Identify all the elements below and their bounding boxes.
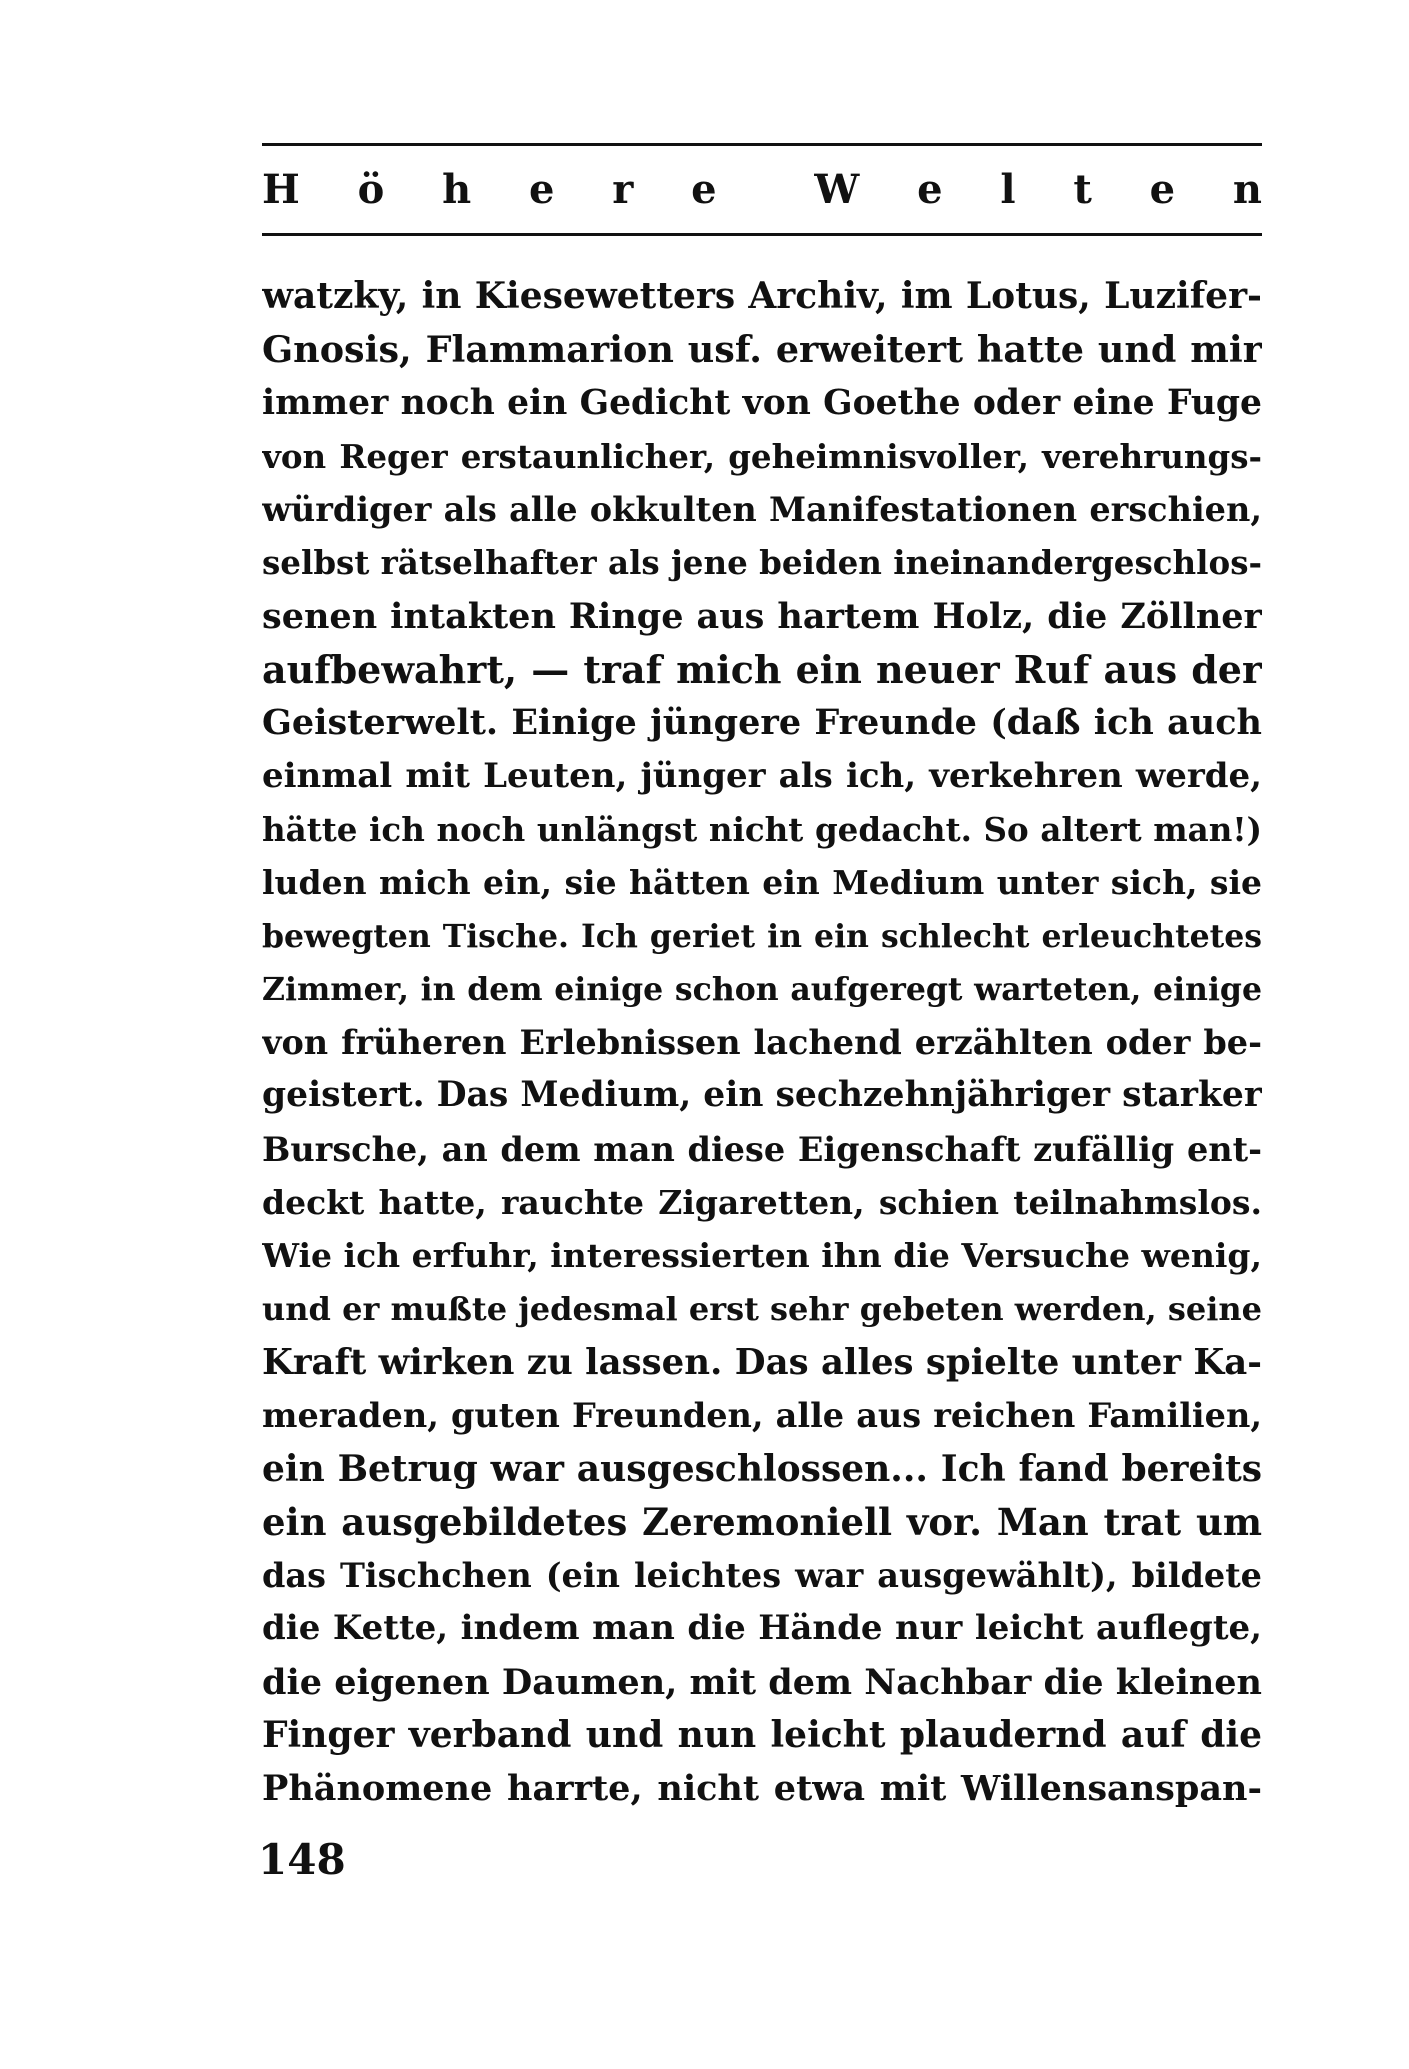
text-line: die eigenen Daumen, mit dem Nachbar die kleinen (262, 1661, 1262, 1703)
text-line: geistert. Das Medium, ein sechzehnjähriger starker (262, 1075, 1262, 1116)
running-head-letter: W (814, 166, 860, 213)
text-line: immer noch ein Gedicht von Goethe oder eine Fuge (262, 382, 1262, 423)
text-line: und er mußte jedesmal erst sehr gebeten werden, seine (262, 1289, 1262, 1328)
text-line: luden mich ein, sie hätten ein Medium unter sich, sie (262, 863, 1262, 903)
running-head-letter: e (528, 166, 555, 213)
running-head-letter: t (1073, 166, 1092, 213)
text-line: Finger verband und nun leicht plaudernd auf die (262, 1714, 1262, 1757)
text-line: von Reger erstaunlicher, geheimnisvoller, verehrungs- (262, 436, 1262, 476)
running-head-letter: e (1149, 166, 1176, 213)
running-head-letter: h (442, 166, 472, 213)
text-line: bewegten Tische. Ich geriet in ein schlecht erleuchtetes (262, 917, 1262, 955)
header-rule-bottom (262, 233, 1262, 236)
text-line: die Kette, indem man die Hände nur leicht auflegte, (262, 1608, 1262, 1649)
text-line: einmal mit Leuten, jünger als ich, verkehren werde, (262, 755, 1262, 796)
text-line: ein Betrug war ausgeschlossen... Ich fand bereits (262, 1447, 1262, 1490)
running-head-letter: n (1232, 166, 1262, 213)
text-line: Gnosis, Flammarion usf. erweitert hatte und mir (262, 328, 1262, 372)
page-number: 148 (258, 1835, 346, 1884)
running-head-letter: ö (357, 166, 385, 213)
text-line: Kraft wirken zu lassen. Das alles spielte unter Ka- (262, 1341, 1262, 1383)
text-line: deckt hatte, rauchte Zigaretten, schien teilnahmslos. (262, 1183, 1262, 1223)
text-line: von früheren Erlebnissen lachend erzählten oder be- (262, 1023, 1262, 1063)
text-line: Zimmer, in dem einige schon aufgeregt warteten, einige (262, 970, 1262, 1008)
text-line: das Tischchen (ein leichtes war ausgewählt), bildete (262, 1556, 1262, 1596)
text-line: ein ausgebildetes Zeremoniell vor. Man trat um (262, 1499, 1262, 1544)
running-head (262, 158, 1262, 222)
text-line: hätte ich noch unlängst nicht gedacht. So altert man!) (262, 809, 1262, 849)
text-line: Wie ich erfuhr, interessierten ihn die Versuche wenig, (262, 1236, 1262, 1276)
running-head-letter: l (1000, 166, 1016, 213)
text-line: würdiger als alle okkulten Manifestationen erschien, (262, 490, 1262, 530)
text-line: senen intakten Ringe aus hartem Holz, die Zöllner (262, 595, 1262, 637)
running-head-letter: H (262, 166, 300, 213)
running-head-letter: r (612, 166, 634, 213)
running-head-letter: e (917, 166, 943, 213)
text-line: selbst rätselhafter als jene beiden ineinandergeschlos- (262, 543, 1262, 583)
text-line: aufbewahrt, — traf mich ein neuer Ruf aus der (262, 647, 1262, 693)
text-line: meraden, guten Freunden, alle aus reichen Familien, (262, 1396, 1262, 1436)
running-head-letter: e (691, 166, 717, 213)
text-line: Bursche, an dem man diese Eigenschaft zufällig ent- (262, 1129, 1262, 1169)
text-line: watzky, in Kiesewetters Archiv, im Lotus, Luzifer- (262, 275, 1262, 317)
header-rule-top (262, 143, 1262, 146)
body-text (262, 270, 1262, 1816)
text-line: Geisterwelt. Einige jüngere Freunde (daß ich auch (262, 702, 1262, 744)
text-line: Phänomene harrte, nicht etwa mit Willensanspan- (262, 1768, 1262, 1810)
